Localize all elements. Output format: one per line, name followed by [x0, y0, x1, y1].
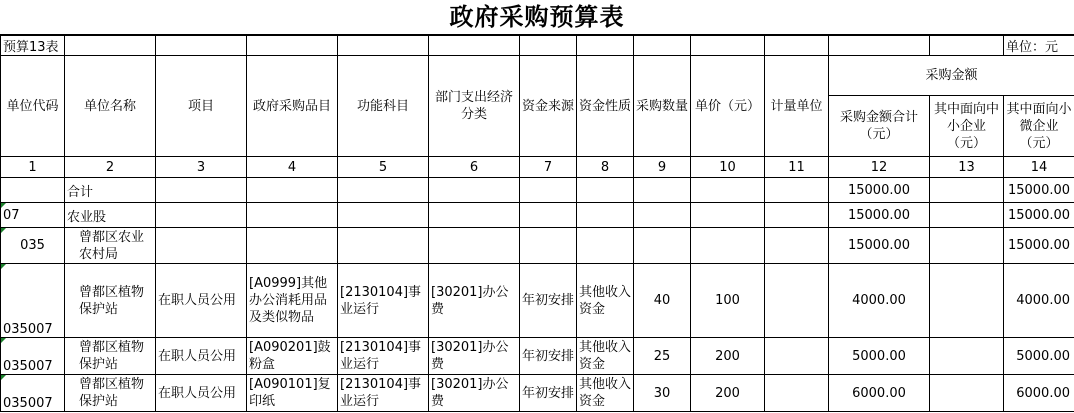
col-number: 13 [930, 157, 1004, 178]
cell-quantity: 40 [634, 264, 691, 338]
cell-fund-nature: 其他收入资金 [577, 264, 634, 338]
cell-sme [930, 203, 1004, 228]
cell-sme [930, 178, 1004, 203]
cell-unit-code [1, 178, 65, 203]
col-number: 11 [765, 157, 829, 178]
header-amount-group: 采购金额 [829, 56, 1074, 96]
cell-economic-class: [30201]办公费 [429, 375, 520, 412]
cell-unit-code: 035007 [1, 375, 65, 412]
cell-unit-name: 曾都区植物保护站 [65, 338, 156, 375]
col-number: 6 [429, 157, 520, 178]
col-number: 8 [577, 157, 634, 178]
page-title: 政府采购预算表 [0, 0, 1074, 35]
cell-function-subject: [2130104]事业运行 [338, 264, 429, 338]
cell-sme [930, 338, 1004, 375]
cell-economic-class: [30201]办公费 [429, 264, 520, 338]
header-price: 单价（元） [691, 56, 765, 157]
cell-fund-source: 年初安排 [520, 338, 577, 375]
cell-amount-total: 15000.00 [829, 178, 930, 203]
col-number: 9 [634, 157, 691, 178]
cell-quantity: 25 [634, 338, 691, 375]
table-row [1, 228, 1074, 264]
budget-table [0, 35, 1074, 412]
cell-micro: 15000.00 [1004, 228, 1074, 264]
header-function-subject: 功能科目 [338, 56, 429, 157]
cell-unit-code: 07 [1, 203, 65, 228]
cell-amount-total: 15000.00 [829, 228, 930, 264]
header-project: 项目 [156, 56, 247, 157]
cell-unit-name: 农业股 [65, 203, 156, 228]
col-number: 3 [156, 157, 247, 178]
col-number: 14 [1004, 157, 1074, 178]
col-number: 7 [520, 157, 577, 178]
header-measure-unit: 计量单位 [765, 56, 829, 157]
cell-unit-code: 035 [1, 228, 65, 264]
header-quantity: 采购数量 [634, 56, 691, 157]
cell-catalog: [A0999]其他办公消耗用品及类似物品 [247, 264, 338, 338]
header-sme: 其中面向中小企业（元） [930, 96, 1004, 157]
header-amount-total: 采购金额合计（元） [829, 96, 930, 157]
table-row [1, 178, 1074, 203]
cell-unit-name: 合计 [65, 178, 156, 203]
table-row [1, 375, 1074, 412]
cell-amount-total: 4000.00 [829, 264, 930, 338]
cell-function-subject: [2130104]事业运行 [338, 338, 429, 375]
cell-measure-unit [765, 338, 829, 375]
cell-amount-total: 6000.00 [829, 375, 930, 412]
cell-fund-source: 年初安排 [520, 264, 577, 338]
cell-micro: 5000.00 [1004, 338, 1074, 375]
header-micro: 其中面向小微企业（元） [1004, 96, 1074, 157]
cell-micro: 15000.00 [1004, 178, 1074, 203]
cell-function-subject: [2130104]事业运行 [338, 375, 429, 412]
form-code: 预算13表 [1, 36, 65, 56]
cell-fund-nature: 其他收入资金 [577, 338, 634, 375]
cell-price: 100 [691, 264, 765, 338]
header-economic-class: 部门支出经济分类 [429, 56, 520, 157]
col-number: 10 [691, 157, 765, 178]
header-unit-name: 单位名称 [65, 56, 156, 157]
col-number: 1 [1, 157, 65, 178]
table-row [1, 338, 1074, 375]
cell-micro: 6000.00 [1004, 375, 1074, 412]
cell-unit-name: 曾都区农业农村局 [65, 228, 156, 264]
cell-price: 200 [691, 375, 765, 412]
table-row [1, 264, 1074, 338]
col-number: 12 [829, 157, 930, 178]
table-row [1, 203, 1074, 228]
cell-project: 在职人员公用 [156, 264, 247, 338]
cell-economic-class: [30201]办公费 [429, 338, 520, 375]
col-number: 2 [65, 157, 156, 178]
cell-micro: 15000.00 [1004, 203, 1074, 228]
cell-project: 在职人员公用 [156, 375, 247, 412]
cell-amount-total: 15000.00 [829, 203, 930, 228]
header-unit-code: 单位代码 [1, 56, 65, 157]
header-catalog: 政府采购品目 [247, 56, 338, 157]
unit-label: 单位：元 [1004, 36, 1074, 56]
cell-unit-code: 035007 [1, 338, 65, 375]
cell-unit-code: 035007 [1, 264, 65, 338]
cell-fund-nature: 其他收入资金 [577, 375, 634, 412]
cell-price: 200 [691, 338, 765, 375]
cell-sme [930, 264, 1004, 338]
cell-project: 在职人员公用 [156, 338, 247, 375]
cell-unit-name: 曾都区植物保护站 [65, 375, 156, 412]
header-fund-nature: 资金性质 [577, 56, 634, 157]
cell-sme [930, 228, 1004, 264]
header-fund-source: 资金来源 [520, 56, 577, 157]
col-number: 5 [338, 157, 429, 178]
cell-unit-name: 曾都区植物保护站 [65, 264, 156, 338]
cell-sme [930, 375, 1004, 412]
cell-catalog: [A090101]复印纸 [247, 375, 338, 412]
cell-measure-unit [765, 264, 829, 338]
cell-quantity: 30 [634, 375, 691, 412]
cell-catalog: [A090201]鼓粉盒 [247, 338, 338, 375]
cell-amount-total: 5000.00 [829, 338, 930, 375]
col-number: 4 [247, 157, 338, 178]
cell-micro: 4000.00 [1004, 264, 1074, 338]
cell-fund-source: 年初安排 [520, 375, 577, 412]
cell-measure-unit [765, 375, 829, 412]
